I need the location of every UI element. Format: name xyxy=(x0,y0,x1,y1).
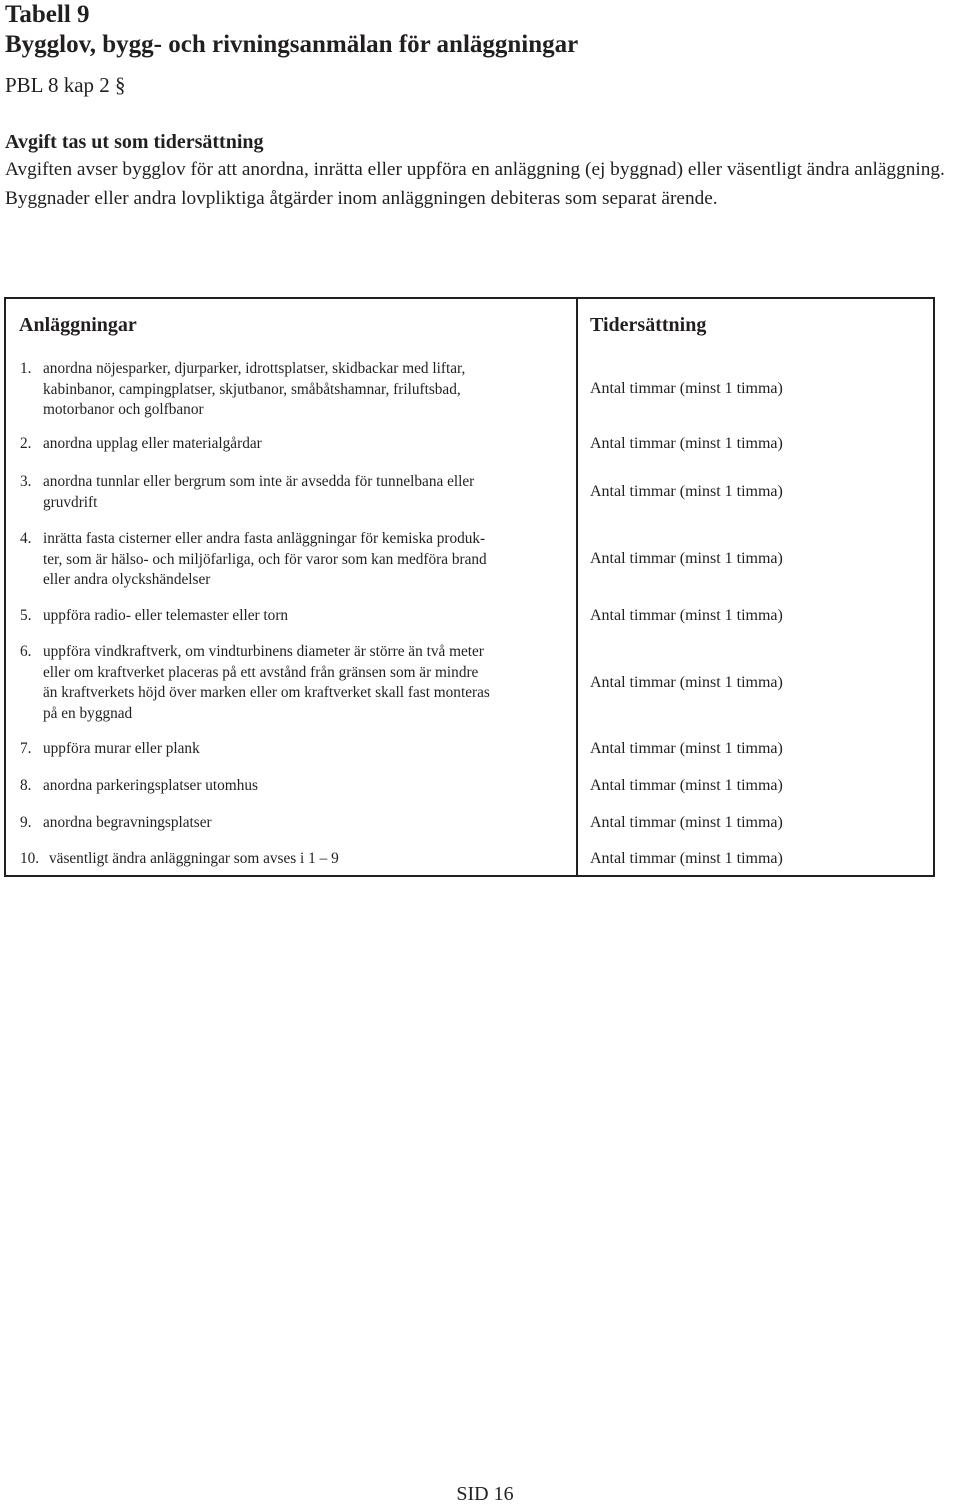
row-fee: Antal timmar (minst 1 timma) xyxy=(590,777,783,794)
row-text-line: uppföra murar eller plank xyxy=(43,740,200,757)
row-number: 9. xyxy=(20,814,32,831)
row-text-line: uppföra vindkraftverk, om vindturbinens diameter är större än två meter xyxy=(43,643,484,660)
row-description xyxy=(49,849,574,870)
row-number: 10. xyxy=(20,850,40,867)
row-description xyxy=(43,739,568,760)
row-fee: Antal timmar (minst 1 timma) xyxy=(590,435,783,452)
row-text-line: anordna begravningsplatser xyxy=(43,814,212,831)
row-text-line: eller andra olyckshändelser xyxy=(43,571,211,588)
row-fee: Antal timmar (minst 1 timma) xyxy=(590,740,783,757)
row-text-line: kabinbanor, campingplatser, skjutbanor, småbåtshamnar, friluftsbad, xyxy=(43,380,461,398)
column-divider xyxy=(576,299,578,875)
section-description: Avgiften avser bygglov för att anordna, inrätta eller uppföra en anläggning (ej byggnad) eller väsentligt ändra anläggning. Byggnader eller andra lovpliktiga åtgärder inom anläggningen debiteras som separat ärende. xyxy=(5,159,945,209)
page-title: Tabell 9 xyxy=(5,1,90,28)
law-reference: PBL 8 kap 2 § xyxy=(5,73,126,97)
row-text-line: än kraftverkets höjd över marken eller om kraftverket skall fast monteras xyxy=(43,684,490,701)
row-text-line: anordna tunnlar eller bergrum som inte är avsedda för tunnelbana eller xyxy=(43,473,475,490)
row-number: 3. xyxy=(20,473,32,490)
row-description xyxy=(43,606,568,627)
row-text-line: eller om kraftverket placeras på ett avstånd från gränsen som är mindre xyxy=(43,663,479,681)
row-number: 1. xyxy=(20,360,32,377)
row-text-line: motorbanor och golfbanor xyxy=(43,401,204,418)
row-description xyxy=(43,642,568,724)
page-subtitle: Bygglov, bygg- och rivningsanmälan för anläggningar xyxy=(5,31,579,58)
row-description xyxy=(43,813,568,834)
row-description xyxy=(43,776,568,797)
row-text-line: uppföra radio- eller telemaster eller torn xyxy=(43,607,289,624)
row-description xyxy=(43,472,568,513)
fee-table xyxy=(4,297,935,877)
row-text-line: anordna upplag eller materialgårdar xyxy=(43,435,262,452)
row-text-line: på en byggnad xyxy=(43,704,133,722)
row-description xyxy=(43,529,568,591)
row-fee: Antal timmar (minst 1 timma) xyxy=(590,550,783,567)
row-fee: Antal timmar (minst 1 timma) xyxy=(590,607,783,624)
row-fee: Antal timmar (minst 1 timma) xyxy=(590,850,783,867)
row-number: 6. xyxy=(20,643,32,660)
row-text-line: anordna nöjesparker, djurparker, idrottsplatser, skidbackar med liftar, xyxy=(43,360,466,377)
row-number: 2. xyxy=(20,435,32,452)
section-heading: Avgift tas ut som tidersättning xyxy=(5,131,264,153)
row-text-line: inrätta fasta cisterner eller andra fasta anläggningar för kemiska produk- xyxy=(43,530,486,547)
row-text-line: gruvdrift xyxy=(43,493,98,511)
column-header-anlaggningar: Anläggningar xyxy=(19,314,137,336)
row-number: 5. xyxy=(20,607,32,624)
row-text-line: anordna parkeringsplatser utomhus xyxy=(43,777,258,794)
row-fee: Antal timmar (minst 1 timma) xyxy=(590,483,783,500)
row-fee: Antal timmar (minst 1 timma) xyxy=(590,814,783,831)
column-header-tidersattning: Tidersättning xyxy=(590,314,707,336)
page-number: SID 16 xyxy=(456,1483,514,1505)
row-number: 7. xyxy=(20,740,32,757)
row-description xyxy=(43,434,568,455)
row-text-line: ter, som är hälso- och miljöfarliga, och för varor som kan medföra brand xyxy=(43,550,487,568)
row-fee: Antal timmar (minst 1 timma) xyxy=(590,380,783,397)
row-number: 4. xyxy=(20,530,32,547)
row-description xyxy=(43,359,568,421)
row-number: 8. xyxy=(20,777,32,794)
row-text-line: väsentligt ändra anläggningar som avses i 1 – 9 xyxy=(49,850,339,867)
row-fee: Antal timmar (minst 1 timma) xyxy=(590,674,783,691)
